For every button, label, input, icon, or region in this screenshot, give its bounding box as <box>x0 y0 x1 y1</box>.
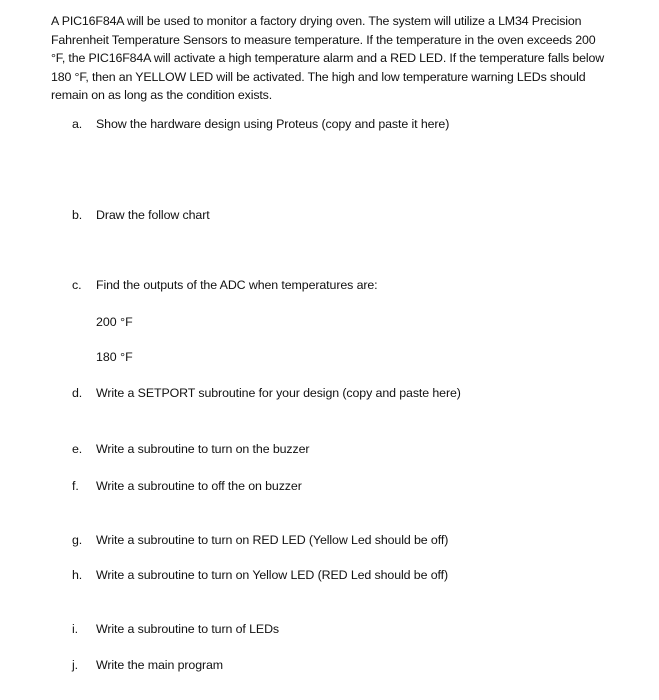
question-item-j <box>72 657 223 673</box>
item-text: Write a subroutine to turn on Yellow LED (RED Led should be off) <box>96 568 448 582</box>
item-marker: a. <box>72 117 83 131</box>
temperature-200: 200 °F <box>96 315 133 329</box>
question-item-d <box>72 385 461 401</box>
temperature-180: 180 °F <box>96 350 133 364</box>
intro-line: 180 °F, then an YELLOW LED will be activated. The high and low temperature warning LEDs should <box>51 69 586 84</box>
item-marker: e. <box>72 442 83 456</box>
item-marker: i. <box>72 622 78 636</box>
question-item-b <box>72 207 210 223</box>
item-text: Write a subroutine to turn on RED LED (Yellow Led should be off) <box>96 533 449 547</box>
question-item-e <box>72 441 309 457</box>
intro-line: A PIC16F84A will be used to monitor a factory drying oven. The system will utilize a LM34 Precision <box>51 14 582 28</box>
item-text: Show the hardware design using Proteus (copy and paste it here) <box>96 117 450 131</box>
item-text: Write a subroutine to off the on buzzer <box>96 479 302 493</box>
intro-line: °F, the PIC16F84A will activate a high temperature alarm and a RED LED. If the temperature falls below <box>51 51 605 65</box>
question-item-a <box>72 116 449 132</box>
item-text: Write a SETPORT subroutine for your design (copy and paste here) <box>96 386 461 400</box>
item-text: Write the main program <box>96 658 224 672</box>
item-text: Find the outputs of the ADC when temperatures are: <box>96 278 378 292</box>
item-text: Draw the follow chart <box>96 208 210 222</box>
question-item-c <box>72 277 378 293</box>
item-text: Write a subroutine to turn of LEDs <box>96 622 280 636</box>
question-item-i <box>72 621 279 637</box>
item-marker: h. <box>72 568 83 582</box>
item-marker: f. <box>72 479 79 493</box>
item-text: Write a subroutine to turn on the buzzer <box>96 442 310 456</box>
question-item-h <box>72 567 448 583</box>
item-marker: g. <box>72 533 83 547</box>
item-marker: c. <box>72 278 82 292</box>
item-marker: b. <box>72 208 83 222</box>
item-marker: d. <box>72 386 83 400</box>
item-marker: j. <box>72 658 78 672</box>
intro-line: remain on as long as the condition exists. <box>51 88 272 102</box>
question-item-f <box>72 478 302 494</box>
question-item-g <box>72 532 448 548</box>
intro-line: Fahrenheit Temperature Sensors to measure temperature. If the temperature in the oven exceeds 200 <box>51 32 596 47</box>
intro-paragraph <box>51 12 641 105</box>
